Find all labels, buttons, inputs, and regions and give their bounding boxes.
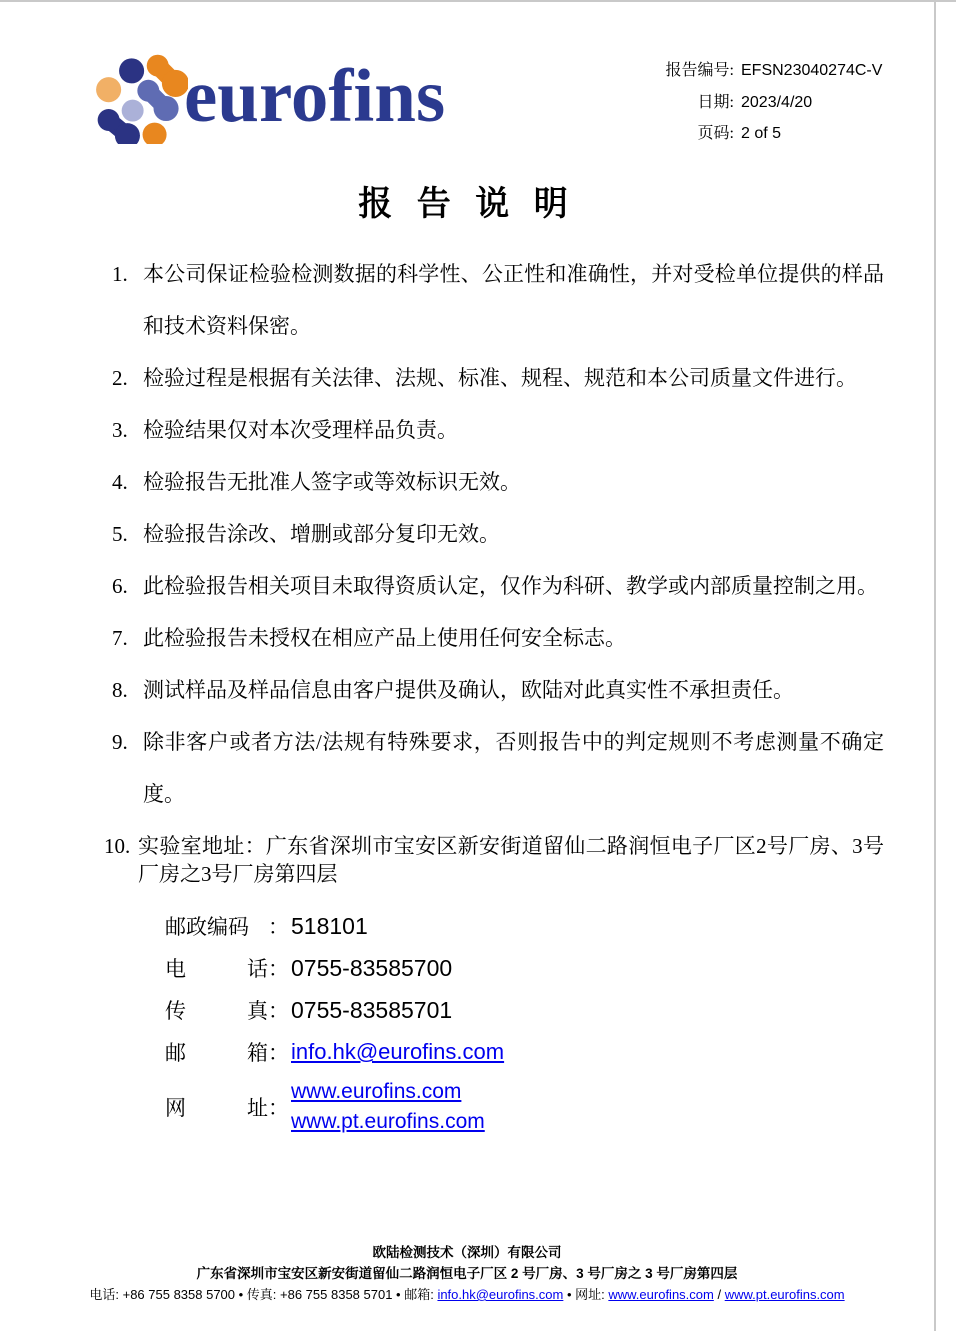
note-number: 6.	[112, 574, 128, 598]
report-meta	[648, 57, 882, 152]
phone-row	[165, 947, 504, 989]
footer-web-label: • 网址:	[563, 1287, 609, 1302]
email-label: 邮 箱：	[165, 1041, 289, 1065]
note-item-10	[104, 820, 884, 888]
report-number-row	[648, 57, 882, 89]
fax-value: 0755-83585701	[291, 996, 453, 1023]
notes-list	[104, 248, 884, 888]
note-number: 8.	[112, 678, 128, 702]
note-item-9	[112, 716, 884, 820]
postal-code-value: 518101	[291, 912, 368, 939]
note-text: 检验结果仅对本次受理样品负责。	[143, 418, 458, 442]
note-text: 此检验报告未授权在相应产品上使用任何安全标志。	[143, 626, 626, 650]
footer-contact-line	[0, 1284, 934, 1305]
note-number: 4.	[112, 470, 128, 494]
note-text: 此检验报告相关项目未取得资质认定，仅作为科研、教学或内部质量控制之用。	[143, 574, 878, 598]
note-text: 检验过程是根据有关法律、法规、标准、规程、规范和本公司质量文件进行。	[143, 366, 857, 390]
postal-code-row	[165, 905, 504, 947]
note-item-1	[112, 248, 884, 352]
eurofins-wordmark: eurofins	[184, 55, 446, 138]
report-date-row	[648, 89, 882, 121]
postal-code-label: 邮政编码 ：	[165, 915, 289, 939]
note-text: 除非客户或者方法/法规有特殊要求，否则报告中的判定规则不考虑测量不确定度。	[143, 730, 884, 806]
report-date-label: 日期:	[697, 93, 734, 111]
note-number: 2.	[112, 366, 128, 390]
report-number-label: 报告编号:	[665, 62, 734, 79]
note-item-5	[112, 508, 884, 560]
report-number-value: EFSN23040274C-V	[741, 62, 883, 79]
email-row	[165, 1031, 504, 1073]
note-item-4	[112, 456, 884, 508]
note-item-6	[112, 560, 884, 612]
page-footer	[0, 1242, 934, 1305]
note-item-7	[112, 612, 884, 664]
footer-website-link-main[interactable]: www.eurofins.com	[608, 1287, 714, 1302]
phone-value: 0755-83585700	[291, 954, 453, 981]
note-item-3	[112, 404, 884, 456]
footer-website-link-pt[interactable]: www.pt.eurofins.com	[724, 1287, 845, 1302]
fax-row	[165, 989, 504, 1031]
footer-email-link[interactable]: info.hk@eurofins.com	[437, 1287, 564, 1302]
website-row	[165, 1075, 504, 1139]
page-top-border	[0, 0, 956, 2]
page-right-border	[934, 0, 936, 1331]
report-date-value: 2023/4/20	[741, 93, 813, 111]
page-title: 报 告 说 明	[358, 186, 576, 223]
note-text: 检验报告无批准人签字或等效标识无效。	[143, 470, 521, 494]
website-link-pt[interactable]: www.pt.eurofins.com	[291, 1110, 485, 1133]
note-item-2	[112, 352, 884, 404]
eurofins-dots-icon	[94, 50, 188, 144]
note-number: 9.	[112, 730, 128, 754]
footer-address: 广东省深圳市宝安区新安街道留仙二路润恒电子厂区 2 号厂房、3 号厂房之 3 号厂房第四层	[196, 1266, 738, 1281]
email-link[interactable]: info.hk@eurofins.com	[291, 1039, 505, 1064]
lab-contact-block	[165, 905, 504, 1139]
note-number: 3.	[112, 418, 128, 442]
website-link-main[interactable]: www.eurofins.com	[291, 1080, 462, 1103]
note-text: 测试样品及样品信息由客户提供及确认，欧陆对此真实性不承担责任。	[143, 678, 794, 702]
note-number: 5.	[112, 522, 128, 546]
note-number: 7.	[112, 626, 128, 650]
footer-company-name: 欧陆检测技术（深圳）有限公司	[372, 1245, 562, 1260]
report-page-row	[648, 120, 882, 152]
footer-phone-fax-text: 电话: +86 755 8358 5700 • 传真: +86 755 8358 5701 • 邮箱:	[89, 1287, 438, 1302]
footer-link-separator: /	[713, 1287, 725, 1302]
note-text: 检验报告涂改、增删或部分复印无效。	[143, 522, 500, 546]
note-item-8	[112, 664, 884, 716]
phone-label: 电 话：	[165, 957, 289, 981]
note-text: 本公司保证检验检测数据的科学性、公正性和准确性，并对受检单位提供的样品和技术资料保密。	[143, 262, 884, 338]
website-links	[291, 1077, 485, 1137]
eurofins-logo	[94, 50, 445, 144]
website-label: 网 址：	[165, 1096, 289, 1120]
note-text: 实验室地址：广东省深圳市宝安区新安街道留仙二路润恒电子厂区2号厂房、3号厂房之3号厂房第四层	[138, 834, 884, 886]
report-page-value: 2 of 5	[741, 125, 782, 142]
note-number: 1.	[112, 262, 128, 286]
note-number: 10.	[104, 834, 131, 858]
fax-label: 传 真：	[165, 999, 289, 1023]
report-page-label: 页码:	[697, 125, 734, 142]
